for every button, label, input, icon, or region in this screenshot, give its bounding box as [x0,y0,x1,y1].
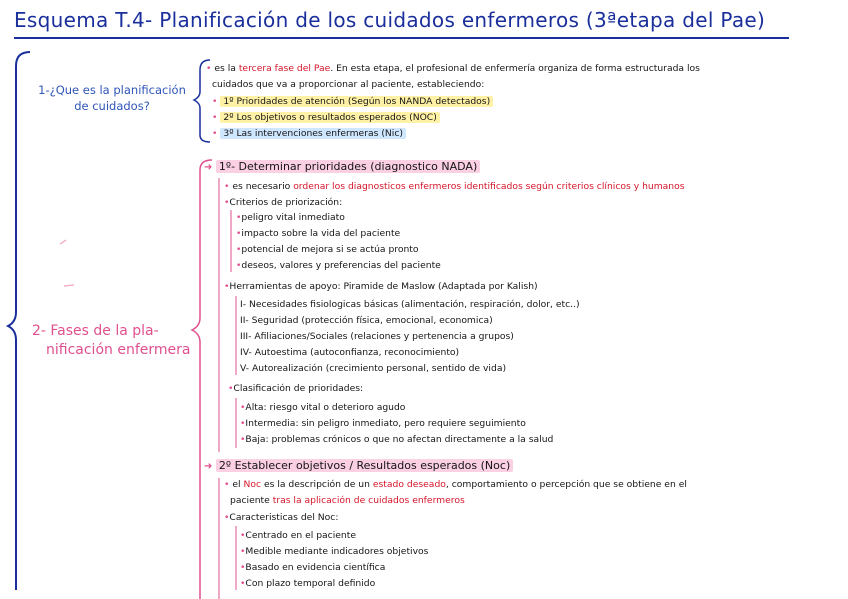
phases-label [32,322,190,360]
text: Intermedia: sin peligro inmediato, pero requiere seguimiento [245,418,526,429]
phase2-line-1 [224,479,687,490]
phase2-line-2 [230,495,465,506]
section2-bracket [192,160,212,599]
intro-line-1 [206,63,700,74]
text-red: estado deseado [372,479,446,490]
criterio-item: •deseos, valores y preferencias del paciente [236,260,441,271]
criterio-item: •peligro vital inmediato [236,212,345,223]
section1-item-1 [212,96,493,107]
text-red: ordenar los diagnosticos enfermeros identificados según criterios clínicos y humanos [293,181,685,192]
intro-text-rest: . En esta etapa, el profesional de enfermería organiza de forma estructurada los [330,63,700,74]
item-text: 3º Las intervenciones enfermeras (Nic) [220,128,406,139]
text: Centrado en el paciente [245,530,357,541]
text: Herramientas de apoyo: Piramide de Maslow (Adaptada por Kalish) [229,281,538,292]
bullet-icon: • [212,128,218,139]
text: potencial de mejora si se actúa pronto [241,244,419,255]
text: paciente [230,495,270,506]
text: Medible mediante indicadores objetivos [245,546,429,557]
text: es necesario [232,181,291,192]
clasif-item: •Alta: riesgo vital o deterioro agudo [240,402,406,413]
caract-item: •Centrado en el paciente [240,530,357,541]
text-red: Noc [243,479,262,490]
text: Criterios de priorización: [229,197,343,208]
clasif-item: •Baja: problemas crónicos o que no afectan directamente a la salud [240,434,554,445]
arrow-right-icon: ➜ [204,162,213,173]
text: Clasificación de prioridades: [233,383,364,394]
caract-item: •Basado en evidencia científica [240,562,386,573]
bullet-icon: • [224,281,230,292]
intro-line-2: cuidados que va a proporcionar al paciente, estableciendo: [212,79,485,90]
clasif-heading [228,383,363,394]
text: , comportamiento o percepción que se obtiene en el [445,479,687,490]
maslow-item: V- Autorealización (crecimiento personal, sentido de vida) [240,363,507,374]
maslow-item: IV- Autoestima (autoconfianza, reconocimiento) [240,347,460,358]
text: impacto sobre la vida del paciente [241,228,401,239]
text: peligro vital inmediato [241,212,345,223]
phase2-heading-text: 2º Establecer objetivos / Resultados esperados (Noc) [216,459,513,472]
item-text: 1º Prioridades de atención (Según los NANDA detectados) [220,96,493,107]
page-title: Esquema T.4- Planificación de los cuidados enfermeros (3ªetapa del Pae) [14,8,766,32]
clasif-item: •Intermedia: sin peligro inmediato, pero requiere seguimiento [240,418,526,429]
maslow-item: II- Seguridad (protección física, emocional, economica) [240,315,493,326]
arrow-right-icon: ➜ [204,461,213,472]
apoyo-heading [224,281,538,292]
phase2-heading [204,459,513,472]
main-bracket [8,52,30,590]
bullet-icon: • [212,112,218,123]
caract-heading [224,512,338,523]
criterios-heading [224,197,342,208]
caract-item: •Medible mediante indicadores objetivos [240,546,429,557]
phase1-heading-text: 1º- Determinar prioridades (diagnostico NADA) [216,160,480,173]
text: Con plazo temporal definido [245,578,376,589]
bullet-icon: • [228,383,234,394]
text: Caracteristicas del Noc: [229,512,339,523]
item-text: 2º Los objetivos o resultados esperados (NOC) [220,112,439,123]
maslow-item: I- Necesidades fisiologicas básicas (alimentación, respiración, dolor, etc..) [240,299,580,310]
maslow-item: III- Afiliaciones/Sociales (relaciones y pertenencia a grupos) [240,331,514,342]
phase1-heading [204,160,480,173]
text: Basado en evidencia científica [245,562,386,573]
phases-label-line-2: nificación enfermera [46,342,191,358]
section1-item-2 [212,112,440,123]
intro-text: es la [214,63,236,74]
criterio-item: •potencial de mejora si se actúa pronto [236,244,419,255]
phases-label-line-1: 2- Fases de la pla- [32,323,159,339]
text: es la descripción de un [263,479,370,490]
bullet-icon: • [206,63,212,74]
bullet-icon: • [224,512,230,523]
phase1-line-1 [224,181,685,192]
text: Baja: problemas crónicos o que no afectan directamente a la salud [245,434,554,445]
intro-highlight-red: tercera fase del Pae [238,63,331,74]
text-red: tras la aplicación de cuidados enfermeros [272,495,465,506]
bullet-icon: • [212,96,218,107]
caract-item: •Con plazo temporal definido [240,578,376,589]
section1-item-3 [212,128,406,139]
text: el [232,479,241,490]
text: Alta: riesgo vital o deterioro agudo [245,402,406,413]
question-what-is-planning [32,82,192,114]
criterio-item: •impacto sobre la vida del paciente [236,228,401,239]
question-line-1: 1-¿Que es la planificación [38,83,186,97]
bullet-icon: • [224,181,230,192]
text: deseos, valores y preferencias del paciente [241,260,441,271]
bullet-icon: • [224,197,230,208]
bullet-icon: • [224,479,230,490]
question-line-2: de cuidados? [74,99,150,113]
